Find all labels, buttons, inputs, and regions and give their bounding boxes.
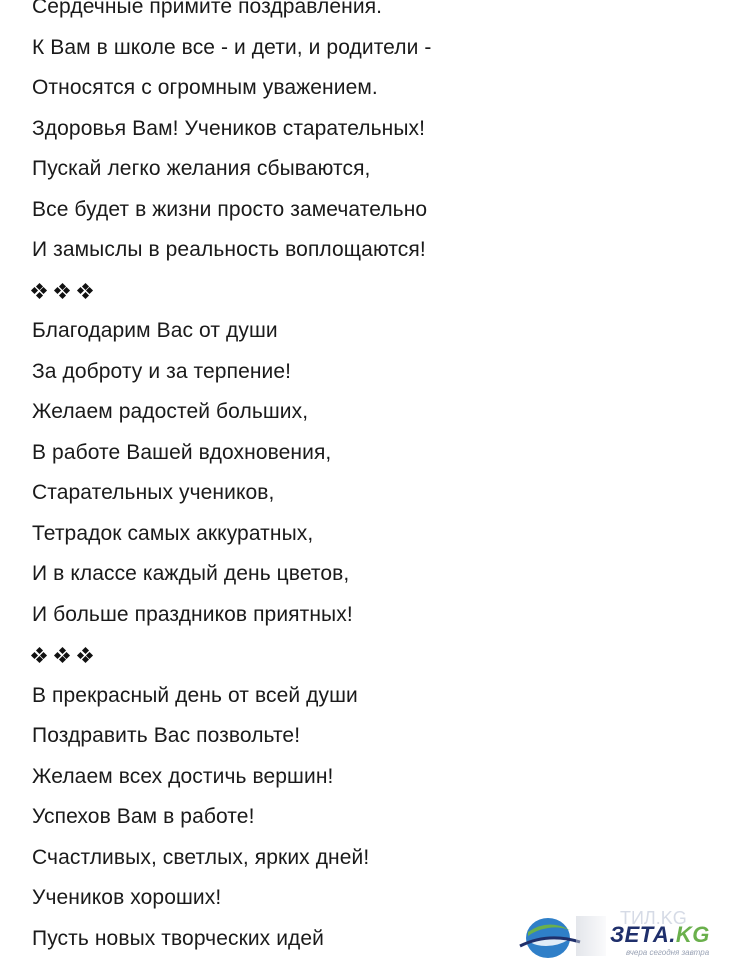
site-watermark-logo <box>516 910 736 964</box>
logo-tagline: вчера сегодня завтра <box>626 948 710 957</box>
poem-line: В прекрасный день от всей души <box>32 683 358 707</box>
poem-line: Все будет в жизни просто замечательно <box>32 197 428 221</box>
poem-line: Старательных учеников, <box>32 481 275 504</box>
poem-line: За доброту и за терпение! <box>32 359 292 383</box>
poem-line: Желаем всех достичь вершин! <box>32 764 334 788</box>
poem-line: Здоровья Вам! Учеников старательных! <box>32 116 426 140</box>
poem-text <box>32 0 722 959</box>
logo-brand-suffix: KG <box>675 922 710 947</box>
four-diamond-ornament-icon <box>32 648 46 662</box>
four-diamond-ornament-icon <box>32 284 46 298</box>
poem-line: Желаем радостей больших, <box>32 400 309 423</box>
four-diamond-ornament-icon <box>78 648 92 662</box>
poem-line: Пусть новых творческих идей <box>32 926 325 950</box>
poem-line: И больше праздников приятных! <box>32 602 353 626</box>
logo-brand <box>610 922 710 948</box>
poem-line: В работе Вашей вдохновения, <box>32 440 332 464</box>
poem-line: И замыслы в реальность воплощаются! <box>32 238 426 261</box>
logo-ghost-text: ТИЛ.KG <box>620 908 687 928</box>
poem-line: Благодарим Вас от души <box>32 319 278 342</box>
four-diamond-ornament-icon <box>55 284 69 298</box>
stanza-separator <box>32 271 722 312</box>
four-diamond-ornament-icon <box>55 648 69 662</box>
poem-line: К Вам в школе все - и дети, и родители - <box>32 35 432 59</box>
poem-line: Тетрадок самых аккуратных, <box>32 521 314 545</box>
poem-line: Сердечные примите поздравления. <box>32 0 383 18</box>
four-diamond-ornament-icon <box>78 284 92 298</box>
poem-line: Поздравить Вас позвольте! <box>32 724 301 747</box>
poem-line: Успехов Вам в работе! <box>32 805 255 828</box>
logo-brand-main: ЗЕТА. <box>610 922 676 947</box>
poem-line: Счастливых, светлых, ярких дней! <box>32 845 370 869</box>
stanza-separator <box>32 635 722 676</box>
poem-line: Относятся с огромным уважением. <box>32 76 378 99</box>
globe-icon <box>518 912 582 962</box>
poem-line: И в классе каждый день цветов, <box>32 562 350 585</box>
poem-line: Пускай легко желания сбываются, <box>32 157 371 180</box>
logo-fade-bar <box>576 916 606 956</box>
poem-line: Учеников хороших! <box>32 886 222 909</box>
